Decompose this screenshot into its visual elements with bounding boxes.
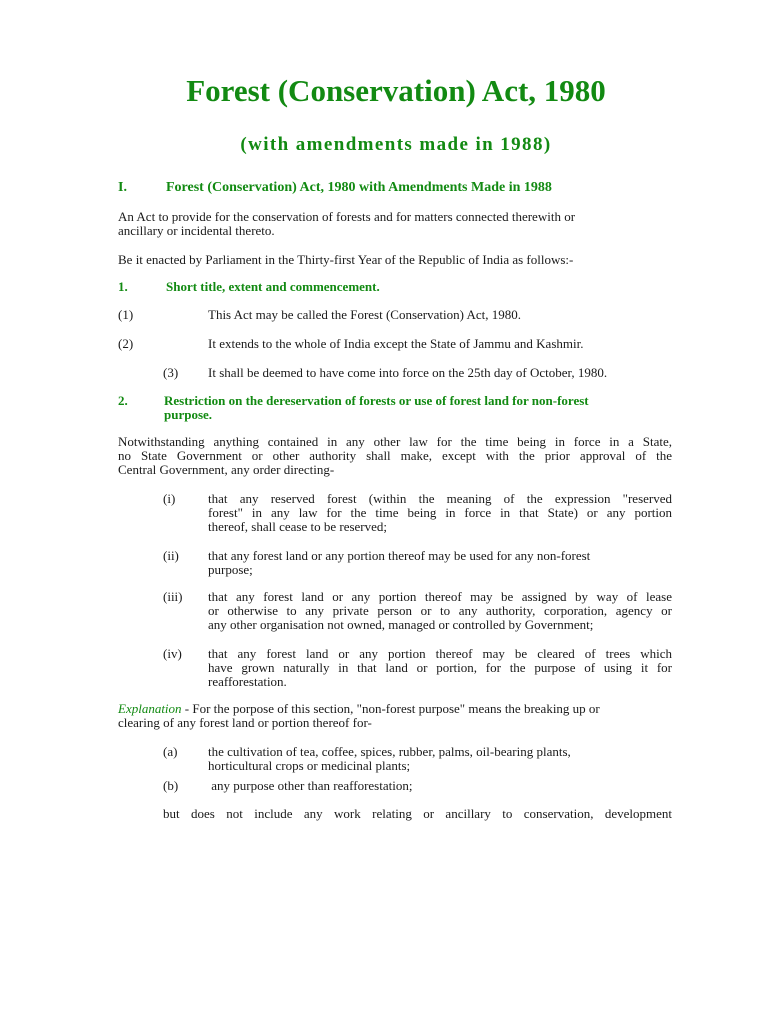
clause-text: It shall be deemed to have come into force on the 25th day of October, 1980. — [208, 365, 608, 380]
item-line: that any forest land or any portion thereof may be used for any non-forest — [208, 548, 591, 563]
item-line: that any forest land or any portion thereof may be cleared of trees which — [208, 646, 672, 661]
section-1-heading: Short title, extent and commencement. — [166, 279, 380, 294]
item-line: purpose; — [208, 562, 253, 577]
clause-text: It extends to the whole of India except the State of Jammu and Kashmir. — [208, 336, 584, 351]
section-2-heading-line: purpose. — [164, 407, 213, 422]
item-line: horticultural crops or medicinal plants; — [208, 758, 411, 773]
closing-line: but does not include any work relating or ancillary to conservation, development — [163, 806, 672, 821]
explanation-text: - For the porpose of this section, "non-forest purpose" means the breaking up or — [181, 701, 600, 716]
item-number: (ii) — [163, 548, 179, 563]
explanation-label: Explanation — [118, 701, 182, 716]
clause-number: (1) — [118, 307, 134, 322]
item-line: any purpose other than reafforestation; — [208, 778, 413, 793]
section-heading-text: Forest (Conservation) Act, 1980 with Amendments Made in 1988 — [166, 180, 552, 195]
item-line: thereof, shall cease to be reserved; — [208, 519, 388, 534]
clause-text: This Act may be called the Forest (Conservation) Act, 1980. — [208, 307, 522, 322]
item-line: reafforestation. — [208, 674, 287, 689]
section-heading-number: I. — [118, 180, 127, 195]
page-title: Forest (Conservation) Act, 1980 — [186, 73, 606, 108]
explanation-line — [118, 702, 600, 716]
item-line: any other organisation not owned, managed or controlled by Government; — [208, 617, 594, 632]
item-number: (b) — [163, 778, 179, 793]
item-number: (iv) — [163, 646, 182, 661]
item-number: (a) — [163, 744, 178, 759]
section-2-number: 2. — [118, 393, 128, 408]
item-line: or otherwise to any private person or to any authority, corporation, agency or — [208, 603, 672, 618]
section-2-heading-line: Restriction on the dereservation of forests or use of forest land for non-forest — [164, 393, 589, 408]
clause-number: (3) — [163, 365, 179, 380]
item-line: that any forest land or any portion thereof may be assigned by way of lease — [208, 589, 672, 604]
section-2-intro-line: Central Government, any order directing- — [118, 462, 335, 477]
item-number: (iii) — [163, 589, 183, 604]
section-2-intro-line: no State Government or other authority shall make, except with the prior approval of the — [118, 448, 672, 463]
clause-number: (2) — [118, 336, 134, 351]
item-line: that any reserved forest (within the meaning of the expression "reserved — [208, 491, 672, 506]
preamble-line: An Act to provide for the conservation of forests and for matters connected therewith or — [118, 209, 576, 224]
item-line: have grown naturally in that land or portion, for the purpose of using it for — [208, 660, 672, 675]
section-1-number: 1. — [118, 279, 128, 294]
item-line: forest" in any law for the time being in force in that State) or any portion — [208, 505, 672, 520]
preamble-line: ancillary or incidental thereto. — [118, 223, 275, 238]
item-number: (i) — [163, 491, 176, 506]
item-line: the cultivation of tea, coffee, spices, rubber, palms, oil-bearing plants, — [208, 744, 571, 759]
section-2-intro-line: Notwithstanding anything contained in any other law for the time being in force in a State, — [118, 434, 672, 449]
explanation-line: clearing of any forest land or portion thereof for- — [118, 715, 372, 730]
page-subtitle: (with amendments made in 1988) — [240, 134, 552, 155]
enactment-clause: Be it enacted by Parliament in the Thirty-first Year of the Republic of India as follows:- — [118, 252, 574, 267]
